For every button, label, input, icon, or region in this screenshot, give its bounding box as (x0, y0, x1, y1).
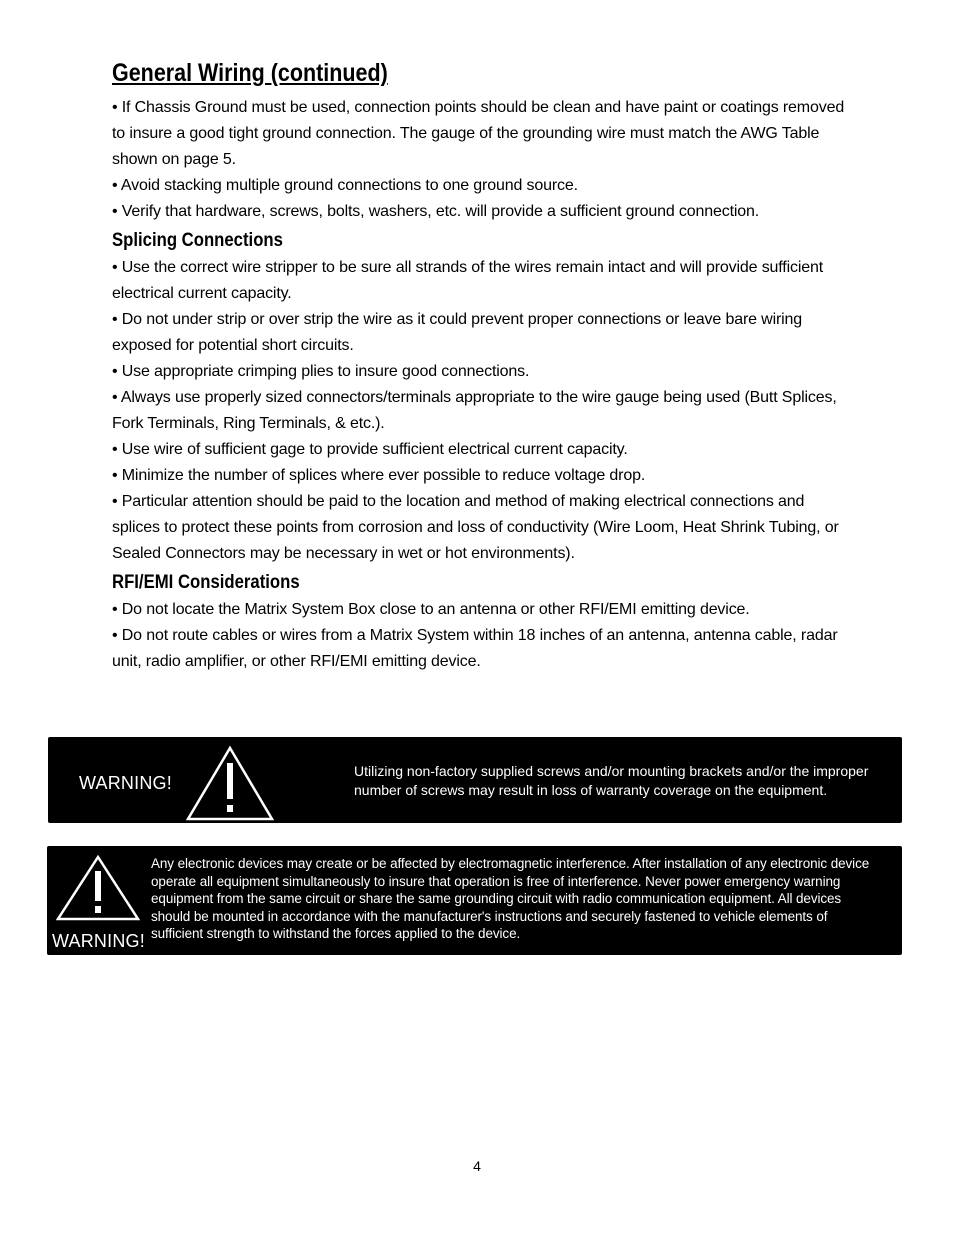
warning-triangle-icon (185, 745, 275, 823)
general-paragraph: • Avoid stacking multiple ground connections to one ground source. (112, 177, 578, 194)
splicing-paragraph: • Particular attention should be paid to the location and method of making electrical connections and splices to protect these points from corrosion and loss of conductivity (Wire Loom, Heat Shrink Tubing, or Sealed Connectors may be necessary in wet or hot environments). (112, 493, 839, 562)
warning-label: WARNING! (52, 931, 145, 951)
warning-box-interference (47, 846, 902, 955)
warning-label: WARNING! (79, 773, 172, 793)
splicing-heading: Splicing Connections (112, 230, 283, 251)
page-title: General Wiring (continued) (112, 59, 388, 87)
splicing-paragraph: • Use the correct wire stripper to be sure all strands of the wires remain intact and will provide sufficient electrical current capacity. (112, 259, 824, 302)
general-paragraph: • Verify that hardware, screws, bolts, washers, etc. will provide a sufficient ground connection. (112, 203, 760, 220)
splicing-paragraph: • Always use properly sized connectors/terminals appropriate to the wire gauge being used (Butt Splices, Fork Terminals, Ring Terminals, & etc.). (112, 389, 837, 432)
splicing-paragraph: • Minimize the number of splices where ever possible to reduce voltage drop. (112, 467, 646, 484)
page-content (112, 56, 852, 675)
rfi-paragraph: • Do not route cables or wires from a Matrix System within 18 inches of an antenna, antenna cable, radar unit, radio amplifier, or other RFI/EMI emitting device. (112, 627, 838, 670)
splicing-paragraph: • Use appropriate crimping plies to insure good connections. (112, 363, 530, 380)
warning-text: Any electronic devices may create or be affected by electromagnetic interference. After installation of any electronic device operate all equipment simultaneously to insure that operation is free of interference. Never power emergency warning equipment from the same circuit or share the same grounding circuit with radio communication equipment. All devices should be mounted in accordance with the manufacturer's instructions and securely fastened to vehicle elements of sufficient strength to withstand the forces applied to the device. (151, 856, 870, 941)
warning-text: Utilizing non-factory supplied screws and/or mounting brackets and/or the improper number of screws may result in loss of warranty coverage on the equipment. (354, 763, 869, 798)
rfi-paragraph: • Do not locate the Matrix System Box close to an antenna or other RFI/EMI emitting device. (112, 601, 750, 618)
splicing-paragraph: • Do not under strip or over strip the wire as it could prevent proper connections or leave bare wiring exposed for potential short circuits. (112, 311, 803, 354)
general-paragraph: • If Chassis Ground must be used, connection points should be clean and have paint or coatings removed to insure a good tight ground connection. The gauge of the grounding wire must match the AWG Table shown on page 5. (112, 99, 845, 168)
page-number: 4 (473, 1158, 481, 1174)
rfi-heading: RFI/EMI Considerations (112, 572, 300, 593)
splicing-paragraph: • Use wire of sufficient gage to provide sufficient electrical current capacity. (112, 441, 628, 458)
warning-triangle-icon (55, 854, 141, 922)
warning-box-warranty (48, 737, 902, 823)
